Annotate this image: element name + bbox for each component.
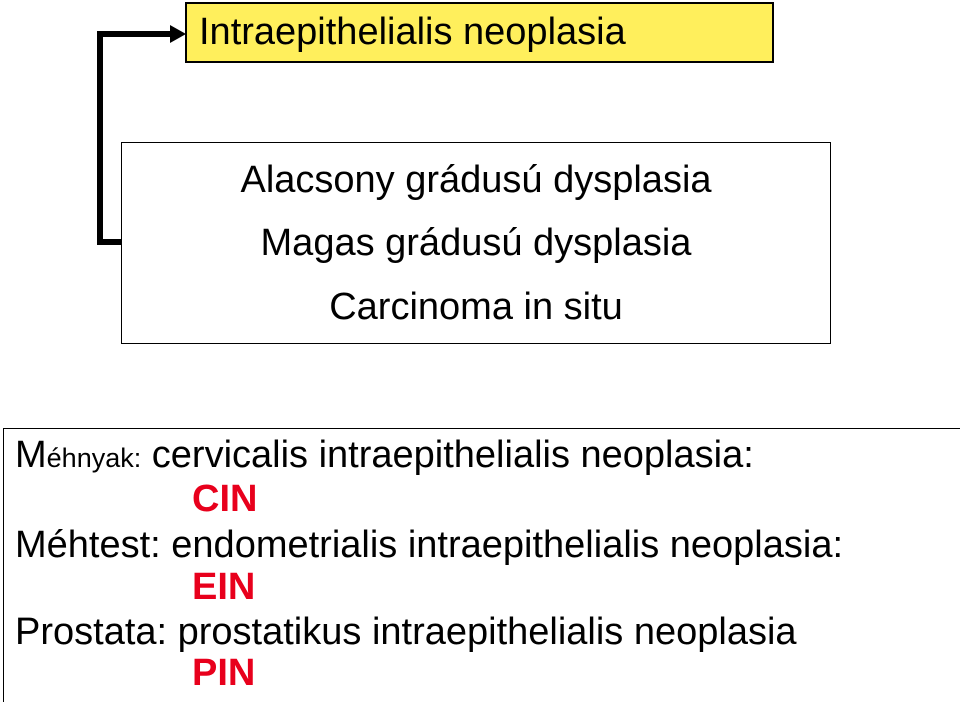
abbreviation-pin: PIN: [192, 652, 256, 694]
organ-prefix-rest: éhnyak:: [46, 443, 142, 473]
organ-box: [3, 428, 960, 702]
organ-prefix: Prostata:: [15, 611, 168, 653]
diagram-title: Intraepithelialis neoplasia: [199, 11, 626, 53]
abbreviation-ein: EIN: [192, 566, 256, 608]
title-box: [185, 2, 774, 63]
grade-carcinoma-in-situ: Carcinoma in situ: [329, 286, 623, 328]
organ-description: cervicalis intraepithelialis neoplasia:: [141, 434, 754, 476]
organ-row-cervix: [15, 433, 754, 480]
grade-box: [121, 142, 831, 344]
organ-row-prostate: [15, 610, 797, 654]
grade-high-dysplasia: Magas grádusú dysplasia: [260, 222, 692, 264]
organ-prefix-initial: M: [15, 434, 47, 476]
organ-prefix: Méhtest:: [15, 524, 161, 566]
organ-description: endometrialis intraepithelialis neoplasia:: [160, 524, 844, 566]
organ-row-endometrium: [15, 523, 843, 567]
grade-low-dysplasia: Alacsony grádusú dysplasia: [240, 159, 712, 201]
organ-description: prostatikus intraepithelialis neoplasia: [167, 611, 797, 653]
arrow-head-icon: [170, 25, 186, 43]
abbreviation-cin: CIN: [192, 478, 258, 520]
